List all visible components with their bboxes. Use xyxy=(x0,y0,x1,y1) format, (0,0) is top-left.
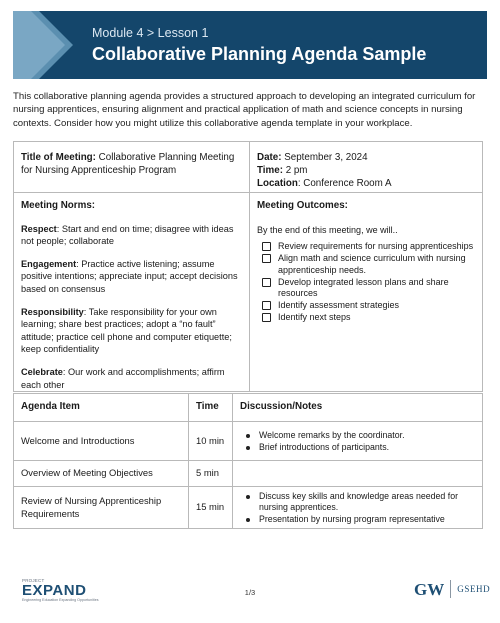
outcomes-heading: Meeting Outcomes: xyxy=(257,200,348,211)
list-item: Brief introductions of participants. xyxy=(240,442,475,453)
agenda-time: 5 min xyxy=(189,461,233,487)
logo-divider xyxy=(450,580,451,598)
outcome-item[interactable]: Identify next steps xyxy=(262,312,475,323)
list-item: Presentation by nursing program representative xyxy=(240,514,475,525)
date-value: September 3, 2024 xyxy=(284,152,368,163)
agenda-item: Overview of Meeting Objectives xyxy=(14,461,189,487)
agenda-time: 15 min xyxy=(189,487,233,529)
outcome-item[interactable]: Review requirements for nursing apprenticeships xyxy=(262,241,475,252)
breadcrumb: Module 4 > Lesson 1 xyxy=(92,26,209,40)
meeting-title-label: Title of Meeting: xyxy=(21,152,96,163)
meeting-outcomes-cell xyxy=(250,193,483,392)
norm-responsibility: Responsibility: Take responsibility for your own learning; share best practices; adopt a “no fault” attitude; practice cell phone and computer etiquette; keep confidentiality xyxy=(21,306,232,355)
agenda-item: Welcome and Introductions xyxy=(14,422,189,461)
header-banner xyxy=(13,11,487,79)
gw-mark: GW xyxy=(414,579,445,599)
location-value: : Conference Room A xyxy=(297,178,392,189)
intro-paragraph: This collaborative planning agenda provides a structured approach to developing an integrated curriculum for nursing apprentices, ensuring alignment and practical application of math and science concepts in nursing contexts. Consider how you might utilize this collaborative agenda template in your workplace. xyxy=(13,91,476,129)
location-label: Location xyxy=(257,178,298,189)
agenda-header-notes: Discussion/Notes xyxy=(233,394,483,422)
agenda-header-time: Time xyxy=(189,394,233,422)
gw-gsehd-logo xyxy=(414,580,490,598)
table-row xyxy=(14,461,483,487)
meeting-norms-cell xyxy=(14,193,250,392)
agenda-notes xyxy=(233,461,483,487)
checkbox-icon[interactable] xyxy=(262,242,271,251)
meeting-details-cell xyxy=(250,142,483,193)
outcome-item[interactable]: Identify assessment strategies xyxy=(262,300,475,311)
gsehd-text: GSEHD xyxy=(457,584,491,594)
checkbox-icon[interactable] xyxy=(262,301,271,310)
project-expand-logo: PROJECT EXPAND Engineering Education Expanding Opportunities xyxy=(22,578,99,602)
outcome-item[interactable]: Develop integrated lesson plans and share resources xyxy=(262,277,475,299)
agenda-notes xyxy=(233,487,483,529)
agenda-time: 10 min xyxy=(189,422,233,461)
list-item: Welcome remarks by the coordinator. xyxy=(240,430,475,441)
meeting-info-table xyxy=(13,141,483,392)
outcomes-checklist xyxy=(257,241,475,323)
time-value: 2 pm xyxy=(285,165,308,176)
outcome-item[interactable]: Align math and science curriculum with nursing apprenticeship needs. xyxy=(262,253,475,275)
agenda-header-item: Agenda Item xyxy=(14,394,189,422)
meeting-title-value: Collaborative Planning Meeting for Nursing Apprenticeship Program xyxy=(21,152,235,176)
time-label: Time: xyxy=(257,165,283,176)
outcomes-intro: By the end of this meeting, we will.. xyxy=(257,224,398,235)
agenda-table xyxy=(13,393,483,529)
norms-heading: Meeting Norms: xyxy=(21,200,96,211)
table-row xyxy=(14,422,483,461)
page-number: 1/3 xyxy=(244,588,256,597)
table-row xyxy=(14,487,483,529)
chevron-arrow-icon xyxy=(13,11,73,79)
date-label: Date: xyxy=(257,152,282,163)
norm-respect: Respect: Start and end on time; disagree with ideas not people; collaborate xyxy=(21,223,234,247)
list-item: Discuss key skills and knowledge areas needed for nursing apprentices. xyxy=(240,491,475,513)
checkbox-icon[interactable] xyxy=(262,313,271,322)
checkbox-icon[interactable] xyxy=(262,278,271,287)
agenda-item: Review of Nursing Apprenticeship Requirements xyxy=(14,487,189,529)
checkbox-icon[interactable] xyxy=(262,254,271,263)
norm-engagement: Engagement: Practice active listening; assume positive intentions; appreciate input; accept decisions based on consensus xyxy=(21,258,238,294)
agenda-notes xyxy=(233,422,483,461)
meeting-title-cell xyxy=(14,142,250,193)
page-title: Collaborative Planning Agenda Sample xyxy=(92,44,427,64)
norm-celebrate: Celebrate: Our work and accomplishments; affirm each other xyxy=(21,366,225,390)
